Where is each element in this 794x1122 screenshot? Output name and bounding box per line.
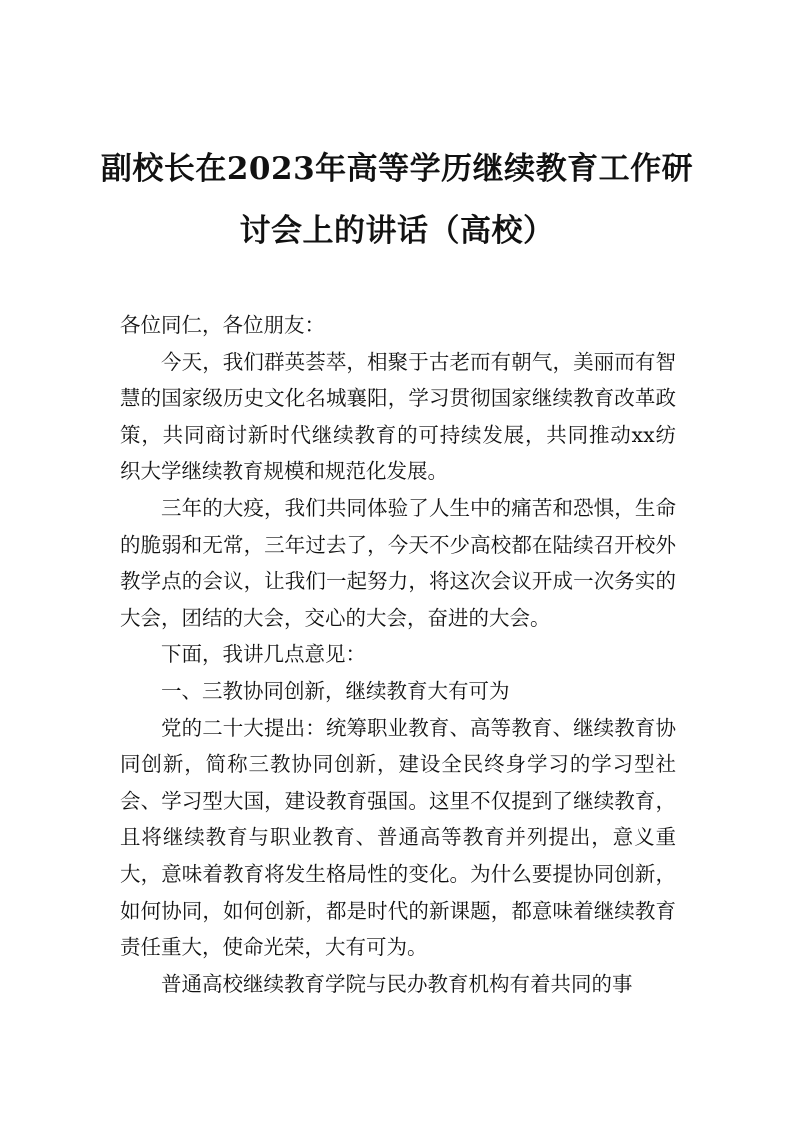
- salutation: 各位同仁，各位朋友：: [120, 313, 325, 337]
- title-line-1: 副校长在2023年高等学历继续教育工作研: [100, 151, 694, 187]
- document-body: [120, 307, 676, 1002]
- title-line-2: 讨会上的讲话（高校）: [239, 213, 555, 249]
- paragraph-continuation: 普通高校继续教育学院与民办教育机构有着共同的事: [161, 971, 633, 996]
- section-heading-1: 一、三教协同创新，继续教育大有可为: [161, 678, 510, 703]
- paragraph-opening: 今天，我们群英荟萃，相聚于古老而有朝气，美丽而有智慧的国家级历史文化名城襄阳，学习贯彻国家继续教育改革政策，共同商讨新时代继续教育的可持续发展，共同推动xx纺织大学继续教育规模和规范化发展。: [120, 349, 676, 484]
- document-title: [100, 138, 694, 262]
- paragraph-intro-points: 下面，我讲几点意见：: [161, 642, 366, 667]
- paragraph-congress: 党的二十大提出：统筹职业教育、高等教育、继续教育协同创新，简称三教协同创新，建设全民终身学习的学习型社会、学习型大国，建设教育强国。这里不仅提到了继续教育，且将继续教育与职业教育、普通高等教育并列提出，意义重大，意味着教育将发生格局性的变化。为什么要提协同创新，如何协同，如何创新，都是时代的新课题，都意味着继续教育责任重大，使命光荣，大有可为。: [120, 715, 676, 960]
- paragraph-pandemic: 三年的大疫，我们共同体验了人生中的痛苦和恐惧，生命的脆弱和无常，三年过去了，今天不少高校都在陆续召开校外教学点的会议，让我们一起努力，将这次会议开成一次务实的大会，团结的大会，交心的大会，奋进的大会。: [120, 495, 676, 630]
